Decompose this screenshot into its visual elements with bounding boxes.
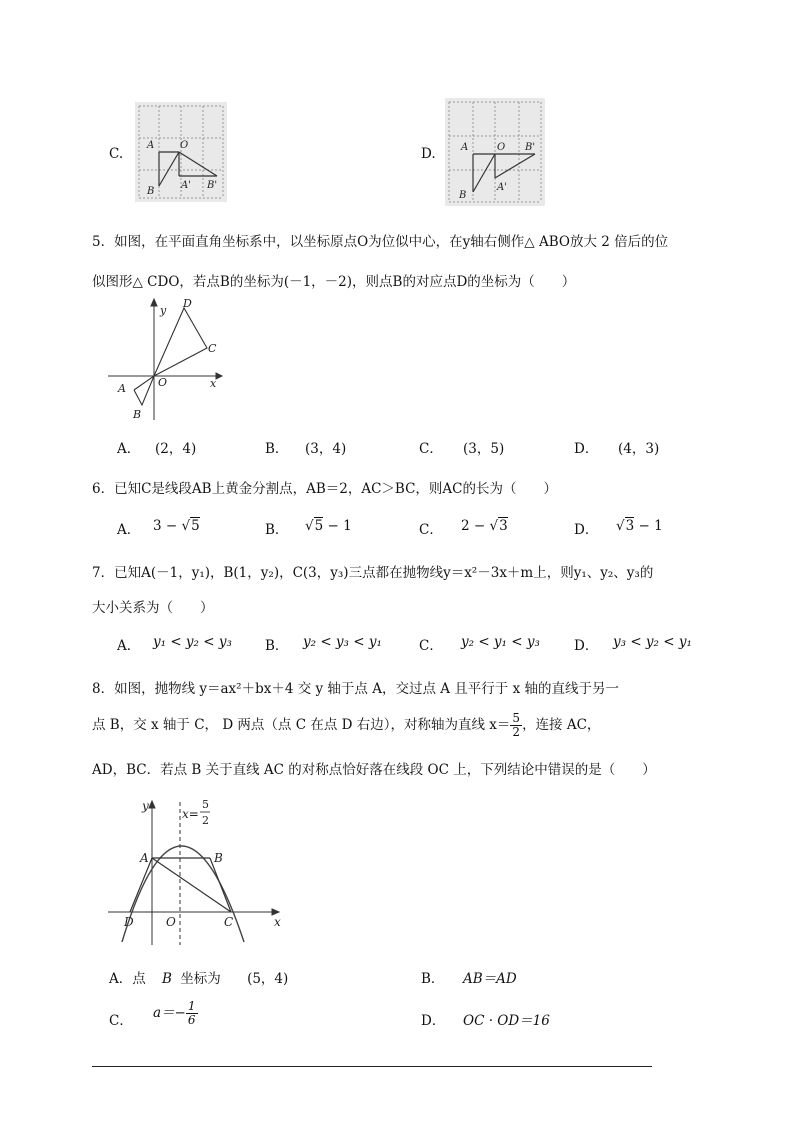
q8-option-c-value bbox=[153, 1000, 198, 1027]
q7-stem-line2: 大小关系为（ ） bbox=[92, 600, 214, 616]
q8-figure bbox=[104, 790, 286, 950]
q6-option-b-rad: 5 bbox=[314, 518, 324, 534]
q4-figure-d bbox=[445, 98, 545, 206]
q6-option-b-label: B． bbox=[265, 522, 289, 538]
q5-option-b-label: B． bbox=[265, 441, 289, 457]
fig-c-label-a: A bbox=[147, 140, 155, 151]
q8-label-a: A bbox=[140, 851, 149, 865]
q8-label-o: O bbox=[166, 915, 176, 929]
q5-label-o: O bbox=[158, 376, 168, 389]
sqrt-icon: √ bbox=[181, 518, 191, 534]
q8-option-a bbox=[109, 967, 288, 987]
q8-option-d-label: D． bbox=[421, 1013, 446, 1029]
fig-d-label-a: A bbox=[461, 142, 469, 153]
q5-figure bbox=[104, 294, 229, 422]
fig-c-label-a-prime: A' bbox=[181, 180, 191, 191]
q7-option-c-label: C． bbox=[419, 638, 443, 654]
q8-line2-pre: 点 B，交 x 轴于 C， D 两点（点 C 在点 D 右边），对称轴为直线 x＝ bbox=[92, 717, 511, 733]
fig-d-label-b: B bbox=[459, 190, 467, 201]
q8-label-den: 2 bbox=[202, 814, 209, 827]
q5-option-c-value: (3，5) bbox=[463, 441, 505, 457]
q8-axis-den: 2 bbox=[512, 725, 521, 739]
q4-figure-c bbox=[135, 102, 227, 202]
sqrt-icon: √ bbox=[489, 518, 499, 534]
q5-label-d: D bbox=[183, 297, 192, 310]
q5-option-b-value: (3，4) bbox=[305, 441, 347, 457]
q8-label-x-eq: x= bbox=[182, 807, 199, 821]
fig-c-label-b-prime: B' bbox=[207, 180, 218, 191]
q8-stem-line2 bbox=[92, 712, 600, 739]
q8-option-b-label: B． bbox=[421, 971, 445, 987]
q5-label-c: C bbox=[208, 342, 217, 355]
q8-line2-post: ，连接 AC， bbox=[522, 717, 601, 733]
sqrt-icon: √ bbox=[305, 518, 314, 534]
q8-label-c: C bbox=[224, 915, 234, 929]
q6-option-d-rad: 3 bbox=[625, 518, 635, 534]
q5-option-a-value: (2，4) bbox=[155, 441, 197, 457]
q5-label-b: B bbox=[133, 408, 142, 421]
q6-option-b-value bbox=[305, 518, 352, 534]
q5-stem-line1: 5．如图，在平面直角坐标系中，以坐标原点O为位似中心，在y轴右侧作△ ABO放大 2 倍后的位 bbox=[92, 234, 669, 250]
q8-option-c-pre: a＝− bbox=[153, 1005, 186, 1021]
q8-option-c-den: 6 bbox=[187, 1013, 196, 1027]
q6-option-a-label: A． bbox=[117, 522, 141, 538]
q6-option-d-post: − 1 bbox=[634, 518, 663, 534]
fig-d-label-a-prime: A' bbox=[497, 182, 507, 193]
fig-d-label-o: O bbox=[497, 142, 506, 153]
q7-option-b-value: y₂ < y₃ < y₁ bbox=[303, 634, 382, 650]
q8-label-x: x bbox=[274, 915, 281, 929]
q7-option-b-label: B． bbox=[265, 638, 289, 654]
page-bottom-rule bbox=[92, 1066, 652, 1067]
q5-label-y: y bbox=[160, 304, 167, 317]
q6-option-b-post: − 1 bbox=[323, 518, 352, 534]
q5-stem-line2: 似图形△ CDO，若点B的坐标为(－1，－2)，则点B的对应点D的坐标为（ ） bbox=[92, 274, 576, 290]
q8-option-c-label: C． bbox=[109, 1013, 133, 1029]
q8-label-y: y bbox=[142, 799, 149, 813]
q8-option-d-value: OC · OD＝16 bbox=[463, 1013, 550, 1029]
q8-label-b: B bbox=[214, 851, 223, 865]
q8-axis-num: 5 bbox=[512, 711, 521, 725]
q8-label-num: 5 bbox=[202, 798, 209, 811]
q5-option-a-label: A． bbox=[117, 441, 141, 457]
q6-option-c-value bbox=[461, 518, 508, 534]
q8-stem-line3: AD，BC．若点 B 关于直线 AC 的对称点恰好落在线段 OC 上，下列结论中错误的是（ ） bbox=[92, 762, 656, 778]
q6-stem: 6．已知C是线段AB上黄金分割点，AB＝2，AC＞BC，则AC的长为（ ） bbox=[92, 481, 558, 497]
q7-option-d-label: D． bbox=[574, 638, 599, 654]
q8-stem-line1: 8．如图，抛物线 y＝ax²＋bx＋4 交 y 轴于点 A，交过点 A 且平行于 x 轴的直线于另一 bbox=[92, 681, 619, 697]
q6-option-c-rad: 3 bbox=[499, 518, 508, 534]
q7-stem-line1: 7．已知A(－1，y₁)，B(1，y₂)，C(3，y₃)三点都在抛物线y＝x²－3x＋m上，则y₁、y₂、y₃的 bbox=[92, 565, 654, 581]
q7-option-a-value: y₁ < y₂ < y₃ bbox=[153, 634, 232, 650]
q6-option-a-pre: 3 − bbox=[153, 518, 182, 534]
q4-option-c-label: C. bbox=[109, 146, 124, 162]
q6-option-c-label: C． bbox=[419, 522, 443, 538]
q5-option-c-label: C． bbox=[419, 441, 443, 457]
q5-label-x: x bbox=[210, 377, 217, 390]
q8-option-a-value: (5，4) bbox=[247, 971, 289, 987]
fig-c-label-b: B bbox=[147, 186, 155, 197]
q5-label-a: A bbox=[118, 382, 126, 395]
q4-option-d-label: D. bbox=[421, 146, 436, 162]
q8-option-a-var: B bbox=[162, 971, 172, 987]
q6-option-c-pre: 2 − bbox=[461, 518, 490, 534]
q6-option-d-label: D． bbox=[574, 522, 599, 538]
q8-option-c-num: 1 bbox=[187, 999, 196, 1013]
q8-option-c-fraction bbox=[186, 1000, 198, 1027]
q8-option-a-text: 坐标为 bbox=[180, 971, 221, 987]
q8-axis-fraction bbox=[510, 712, 522, 739]
q7-option-c-value: y₂ < y₁ < y₃ bbox=[461, 634, 540, 650]
fig-d-label-b-prime: B' bbox=[525, 142, 536, 153]
q8-option-a-label: A．点 bbox=[109, 971, 146, 987]
q6-option-d-value bbox=[616, 518, 663, 534]
fig-c-label-o: O bbox=[180, 140, 189, 151]
q7-option-d-value: y₃ < y₂ < y₁ bbox=[613, 634, 692, 650]
q5-option-d-label: D． bbox=[574, 441, 599, 457]
sqrt-icon: √ bbox=[616, 518, 625, 534]
q7-option-a-label: A． bbox=[117, 638, 141, 654]
q6-option-a-value bbox=[153, 518, 200, 534]
q6-option-a-rad: 5 bbox=[191, 518, 200, 534]
q8-label-d: D bbox=[124, 915, 134, 929]
q8-option-b-value: AB＝AD bbox=[463, 971, 517, 987]
q5-option-d-value: (4，3) bbox=[618, 441, 660, 457]
